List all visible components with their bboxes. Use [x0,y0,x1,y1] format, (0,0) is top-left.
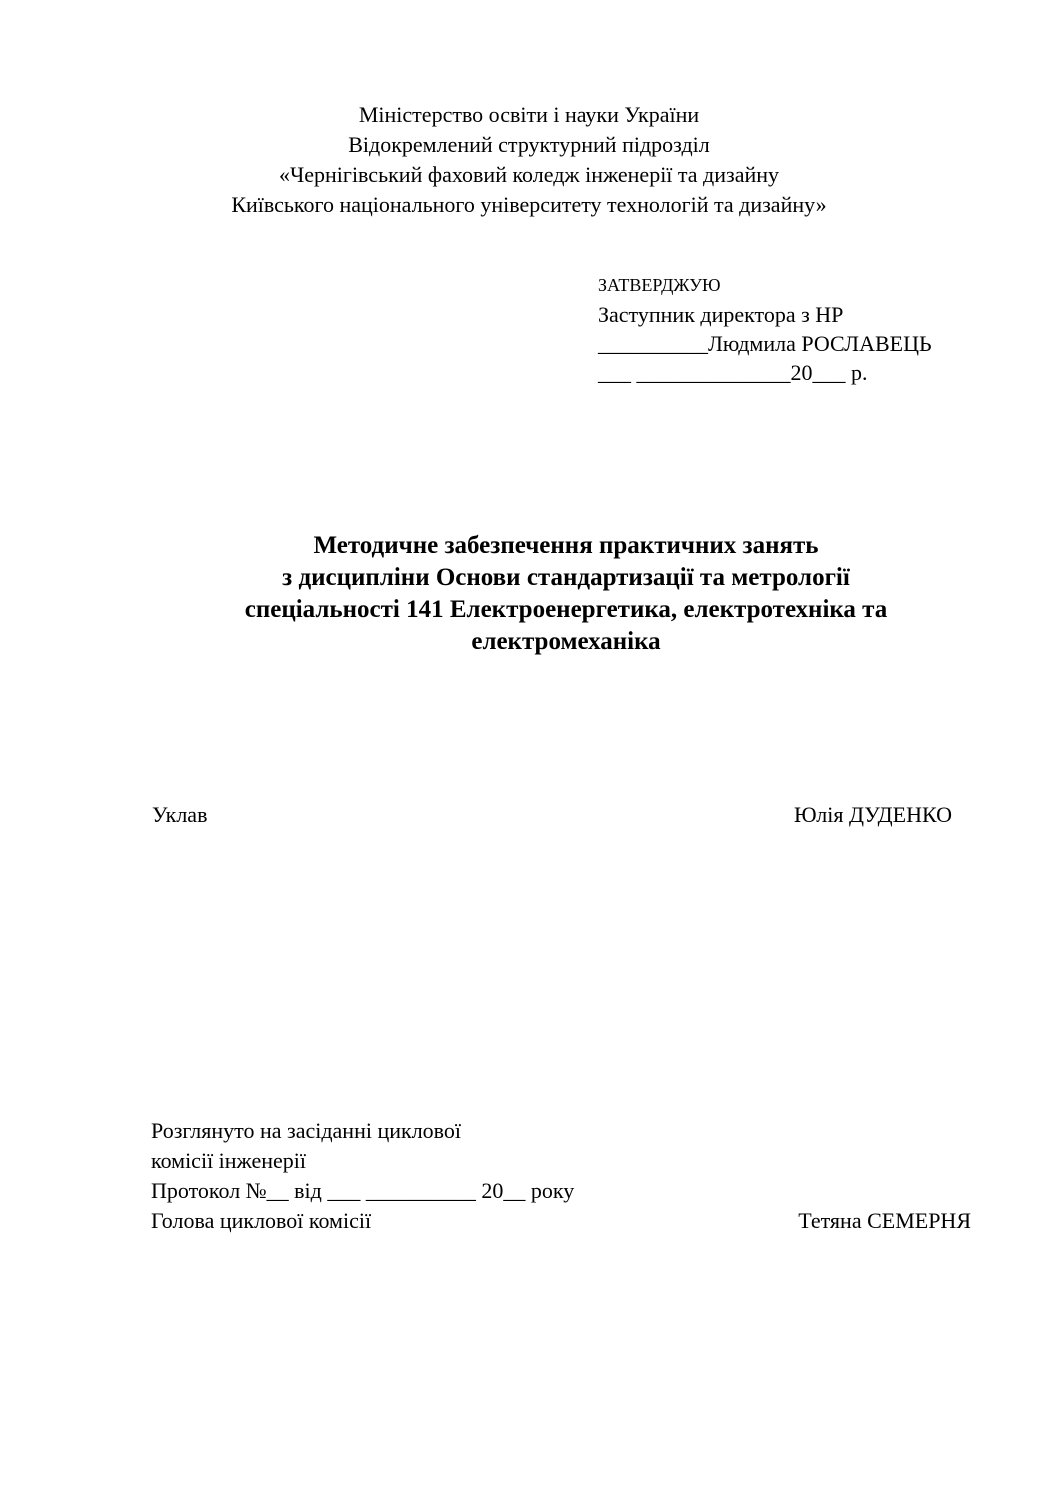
protocol-line: Протокол №__ від ___ __________ 20__ року [151,1178,575,1203]
approver-signature-line: __________Людмила РОСЛАВЕЦЬ [598,331,932,356]
college-line: «Чернігівський фаховий коледж інженерії та дизайну [278,162,780,187]
approval-block [598,271,932,387]
commission-head-label: Голова циклової комісії [151,1208,372,1233]
title-line-4: електромеханіка [471,628,661,655]
ministry-line: Міністерство освіти і науки України [358,102,700,127]
division-line: Відокремлений структурний підрозділ [348,132,710,157]
approver-position: Заступник директора з НР [598,302,844,327]
review-line-1: Розглянуто на засіданні циклової [151,1118,462,1143]
review-line-2: комісії інженерії [151,1148,306,1173]
review-block [151,1116,971,1236]
title-line-3: спеціальності 141 Електроенергетика, електротехніка та [244,596,888,623]
university-line: Київського національного університету технологій та дизайну» [231,192,827,217]
document-title [0,530,1058,658]
commission-head-row [151,1206,971,1236]
commission-head-name: Тетяна СЕМЕРНЯ [798,1208,971,1233]
compiled-by-label: Уклав [152,802,208,827]
author-name: Юлія ДУДЕНКО [793,802,952,827]
approval-date-line: ___ ______________20___ р. [598,360,868,385]
approve-label: ЗАТВЕРДЖУЮ [598,275,721,295]
title-line-2: з дисципліни Основи стандартизації та метрології [282,564,850,591]
institution-header [0,100,1058,220]
title-line-1: Методичне забезпечення практичних занять [313,532,819,559]
